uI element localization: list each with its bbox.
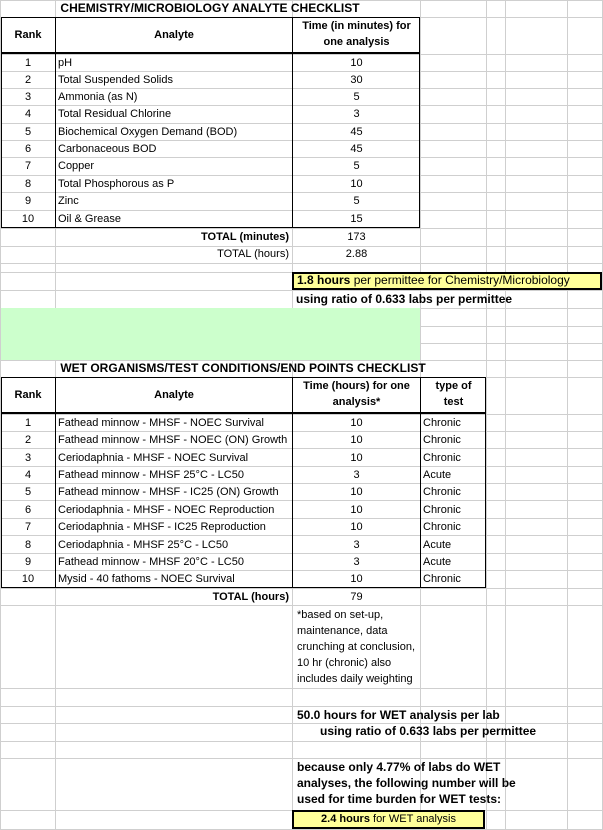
chem-row-analyte: Total Suspended Solids [58, 74, 173, 86]
wet-row-rank: 1 [24, 417, 32, 429]
chem-row-time: 30 [350, 74, 363, 86]
wet-total-hours-label: TOTAL (hours) [212, 591, 289, 603]
grid-row-line [0, 605, 603, 606]
wet-because-line: analyses, the following number will be [297, 776, 516, 790]
wet-col-rank: Rank [14, 389, 42, 401]
chem-row-rank: 7 [24, 160, 32, 172]
chem-row-rank: 10 [21, 213, 35, 225]
wet-header-divider [1, 412, 486, 414]
chem-row-rank: 5 [24, 126, 32, 138]
wet-row-type: Chronic [423, 452, 461, 464]
wet-row-analyte: Ceriodaphnia - MHSF 25°C - LC50 [58, 539, 229, 551]
wet-row-time: 10 [350, 452, 363, 464]
wet-row-analyte: Mysid - 40 fathoms - NOEC Survival [58, 573, 235, 585]
wet-footnote-line: *based on set-up, [297, 609, 384, 621]
wet-row-type: Chronic [423, 504, 461, 516]
wet-because-line: used for time burden for WET tests: [297, 792, 502, 806]
wet-row-analyte: Ceriodaphnia - MHSF - NOEC Reproduction [58, 504, 275, 516]
wet-row-time: 10 [350, 573, 363, 585]
wet-row-time: 10 [350, 417, 363, 429]
wet-total-hours: 79 [350, 591, 363, 603]
chem-row-rank: 1 [24, 57, 32, 69]
wet-final-rest: for WET analysis [369, 813, 456, 825]
wet-row-type: Acute [423, 469, 452, 481]
chem-row-analyte: Carbonaceous BOD [58, 143, 157, 155]
grid-row-line [0, 263, 603, 264]
wet-row-type: Chronic [423, 521, 461, 533]
wet-footnote-line: crunching at conclusion, [297, 641, 416, 653]
chem-total-minutes-label: TOTAL (minutes) [201, 231, 289, 243]
wet-col-analyte: Analyte [154, 389, 194, 401]
wet-col-divider-1 [55, 377, 56, 588]
wet-row-rank: 8 [24, 539, 32, 551]
wet-row-rank: 2 [24, 434, 32, 446]
wet-row-analyte: Fathead minnow - MHSF 25°C - LC50 [58, 469, 244, 481]
wet-row-rank: 6 [24, 504, 32, 516]
wet-ratio: using ratio of 0.633 labs per permittee [320, 724, 537, 738]
chem-total-hours: 2.88 [345, 248, 368, 260]
chem-row-time: 15 [350, 213, 363, 225]
chem-row-time: 45 [350, 143, 363, 155]
wet-row-time: 10 [350, 434, 363, 446]
wet-row-rank: 4 [24, 469, 32, 481]
wet-row-time: 3 [353, 556, 360, 568]
chem-row-analyte: Zinc [58, 195, 79, 207]
chem-row-analyte: pH [58, 57, 73, 69]
chem-row-analyte: Oil & Grease [58, 213, 121, 225]
wet-footnote-line: maintenance, data [297, 625, 388, 637]
wet-row-type: Chronic [423, 573, 461, 585]
chem-col-time-1: Time (in minutes) for [302, 20, 411, 32]
wet-final-bold: 2.4 hours [321, 813, 370, 825]
grid-row-line [0, 246, 603, 247]
chem-total-hours-label: TOTAL (hours) [217, 248, 289, 260]
grid-row-line [0, 688, 603, 689]
wet-row-analyte: Ceriodaphnia - MHSF - NOEC Survival [58, 452, 249, 464]
wet-footnote-line: includes daily weighting [297, 673, 413, 685]
wet-row-rank: 10 [21, 573, 35, 585]
wet-row-type: Acute [423, 556, 452, 568]
wet-row-type: Chronic [423, 417, 461, 429]
grid-row-line [0, 741, 603, 742]
wet-row-analyte: Fathead minnow - MHSF - NOEC Survival [58, 417, 264, 429]
chem-row-rank: 3 [24, 91, 32, 103]
chem-row-time: 3 [353, 108, 360, 120]
wet-row-time: 10 [350, 486, 363, 498]
chem-row-rank: 9 [24, 195, 32, 207]
grid-row-line [0, 290, 603, 291]
wet-row-rank: 5 [24, 486, 32, 498]
wet-row-analyte: Fathead minnow - MHSF - NOEC (ON) Growth [58, 434, 288, 446]
chem-col-divider-1 [55, 17, 56, 228]
grid-row-line [0, 758, 603, 759]
chem-row-time: 5 [353, 91, 360, 103]
chem-row-rank: 6 [24, 143, 32, 155]
wet-col-time-1: Time (hours) for one [303, 380, 410, 392]
wet-col-type-2: test [443, 396, 464, 408]
grid-row-line [0, 588, 603, 589]
chem-row-time: 10 [350, 57, 363, 69]
chem-ratio: using ratio of 0.633 labs per permittee [296, 292, 513, 306]
chem-row-time: 10 [350, 178, 363, 190]
chem-total-minutes: 173 [347, 231, 366, 243]
chem-row-analyte: Total Residual Chlorine [58, 108, 172, 120]
chem-row-rank: 4 [24, 108, 32, 120]
chem-row-time: 5 [353, 160, 360, 172]
chem-col-rank: Rank [14, 29, 42, 41]
wet-row-type: Chronic [423, 434, 461, 446]
chem-row-analyte: Total Phosphorous as P [58, 178, 175, 190]
wet-row-time: 3 [353, 469, 360, 481]
wet-final [292, 813, 485, 826]
wet-row-type: Acute [423, 539, 452, 551]
wet-row-analyte: Fathead minnow - MHSF - IC25 (ON) Growth [58, 486, 279, 498]
wet-row-time: 10 [350, 504, 363, 516]
chem-col-time-2: one analysis [323, 36, 390, 48]
chem-summary-rest: per permittee for Chemistry/Microbiology [350, 273, 570, 287]
chem-row-rank: 8 [24, 178, 32, 190]
chem-row-rank: 2 [24, 74, 32, 86]
chem-row-time: 5 [353, 195, 360, 207]
wet-footnote-line: 10 hr (chronic) also [297, 657, 392, 669]
wet-row-time: 3 [353, 539, 360, 551]
wet-because-line: because only 4.77% of labs do WET [297, 760, 501, 774]
wet-row-rank: 3 [24, 452, 32, 464]
wet-row-time: 10 [350, 521, 363, 533]
chem-title: CHEMISTRY/MICROBIOLOGY ANALYTE CHECKLIST [60, 1, 360, 15]
chem-row-analyte: Ammonia (as N) [58, 91, 138, 103]
wet-row-analyte: Fathead minnow - MHSF 20°C - LC50 [58, 556, 244, 568]
wet-row-rank: 9 [24, 556, 32, 568]
chem-row-analyte: Biochemical Oxygen Demand (BOD) [58, 126, 238, 138]
grid-row-line [0, 706, 603, 707]
wet-title: WET ORGANISMS/TEST CONDITIONS/END POINTS CHECKLIST [60, 361, 426, 375]
chem-summary-bold: 1.8 hours [297, 273, 351, 287]
wet-col-type-1: type of [435, 380, 472, 392]
wet-row-analyte: Ceriodaphnia - MHSF - IC25 Reproduction [58, 521, 266, 533]
chem-row-time: 45 [350, 126, 363, 138]
chem-row-analyte: Copper [58, 160, 95, 172]
wet-row-rank: 7 [24, 521, 32, 533]
chem-header-divider [1, 52, 420, 54]
wet-col-time-2: analysis* [332, 396, 381, 408]
chem-col-analyte: Analyte [154, 29, 194, 41]
chem-summary [297, 274, 570, 287]
wet-hours-per-lab: 50.0 hours for WET analysis per lab [297, 708, 500, 722]
grid-row-line [0, 228, 603, 229]
green-highlight-band [1, 308, 420, 360]
wet-row-type: Chronic [423, 486, 461, 498]
